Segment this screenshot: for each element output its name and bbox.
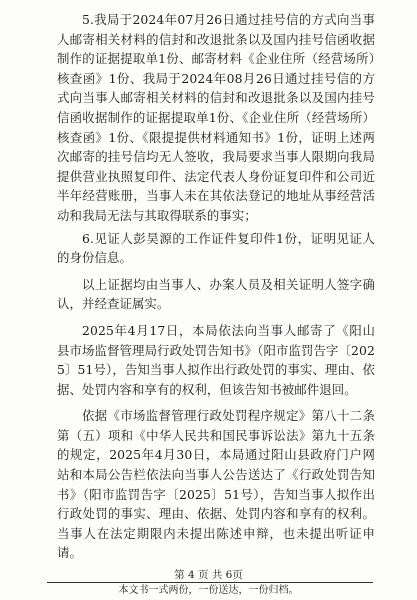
paragraph-notice-mailed: 2025年4月17日，本局依法向当事人邮寄了《阳山县市场监督管理局行政处罚告知书》（阳市监罚告字〔2025〕51号），告知当事人拟作出行政处罚的事实、理由、依据、处罚内容和享有的权利，但该告知书被邮件退回。 bbox=[57, 322, 375, 397]
paragraph-evidence-6: 6.见证人彭昊源的工作证件复印件1份，证明见证人的身份信息。 bbox=[57, 230, 375, 266]
paragraph-public-notice: 依据《市场监督管理行政处罚程序规定》第八十二条第（五）项和《中华人民共和国民事诉讼法》第九十五条的规定，2025年4月30日，本局通过阳山县政府门户网站和本局公告栏依法向当事人公告送达了《行政处罚告知书》（阳市监罚告字〔2025〕51号），告知当事人拟作出行政处罚的事实、理由、依据、处罚内容和享有的权利。当事人在法定期限内未提出陈述申辩，也未提出听证申请。 bbox=[57, 408, 375, 561]
paragraph-evidence-summary: 以上证据均由当事人、办案人员及相关证明人签字确认，并经查证属实。 bbox=[57, 276, 375, 312]
paragraph-evidence-5: 5.我局于2024年07月26日通过挂号信的方式向当事人邮寄相关材料的信封和改退批条以及国内挂号信函收据制作的证据提取单1份、邮寄材料《企业住所（经营场所）核查函》1份、我局于2024年08月26日通过挂号信的方式向当事人邮寄相关材料的信封和改退批条以及国内挂号信函收据制作的证据提取单1份、《企业住所（经营场所）核查函》1份、《限提提供材料通知书》1份，证明上述两次邮寄的挂号信均无人签收，我局要求当事人限期向我局提供营业执照复印件、法定代表人身份证复印件和公司近半年经营账册，当事人未在其依法登记的地址从事经营活动和我局无法与其取得联系的事实； bbox=[57, 12, 375, 223]
page-number: 第 4 页 共 6页 bbox=[174, 569, 243, 581]
document-body bbox=[57, 10, 375, 566]
footer-note: 本文书一式两份，一份送达，一份归档。 bbox=[118, 585, 299, 596]
footer-divider bbox=[47, 582, 373, 583]
